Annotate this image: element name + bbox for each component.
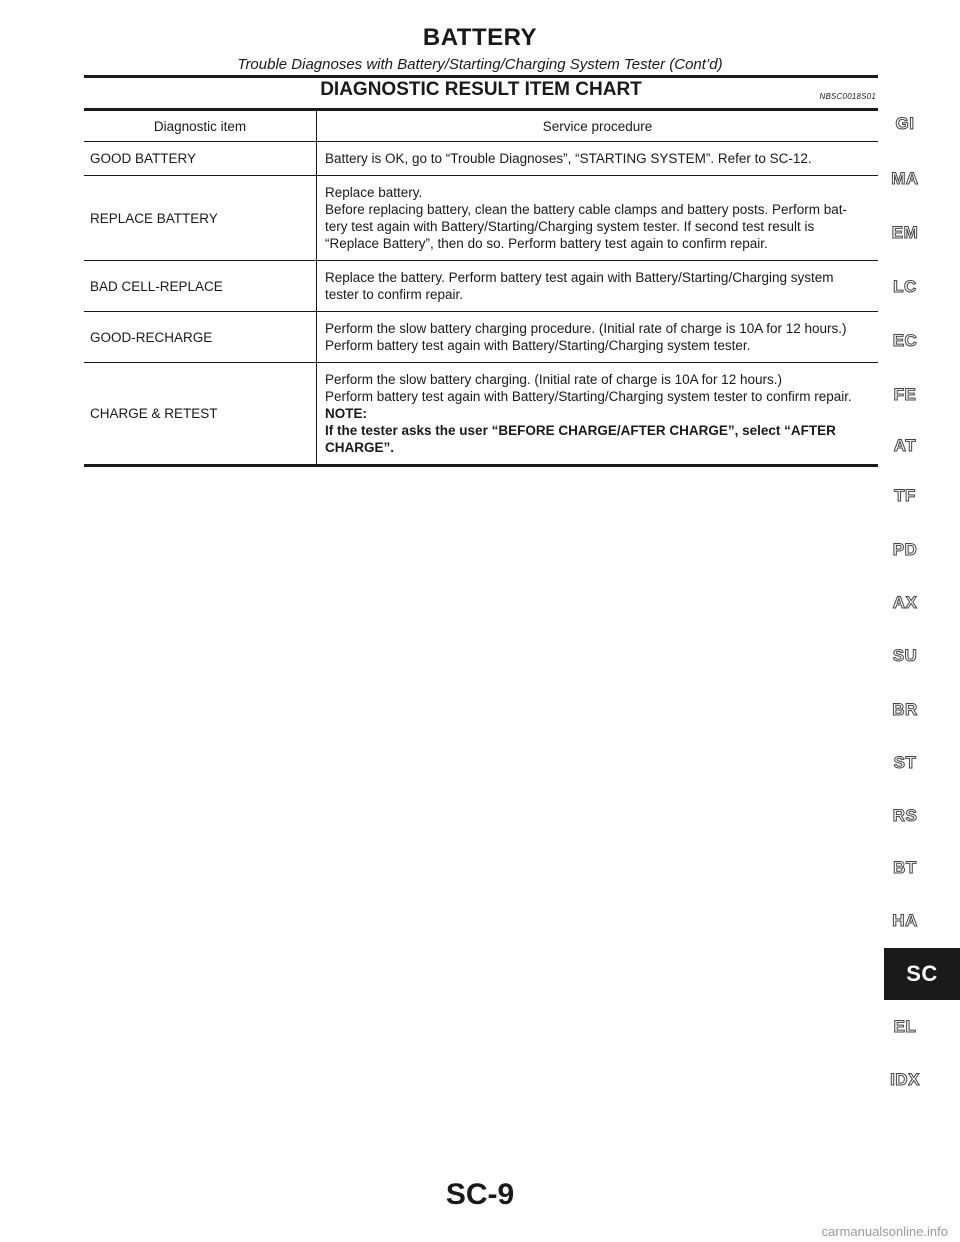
- section-tab-em[interactable]: EM: [891, 223, 919, 242]
- diagnostic-item-cell: CHARGE & RETEST: [84, 363, 317, 466]
- service-procedure-cell: [317, 142, 879, 176]
- table-row: [84, 176, 878, 261]
- section-tab-pd[interactable]: PD: [892, 540, 918, 559]
- section-tab-ha[interactable]: HA: [892, 911, 918, 930]
- procedure-line: Battery is OK, go to “Trouble Diagnoses”, “STARTING SYSTEM”. Refer to SC-12.: [325, 151, 812, 166]
- procedure-line: Replace battery.: [325, 185, 423, 200]
- section-tab-su[interactable]: SU: [892, 646, 918, 665]
- section-tab-st[interactable]: ST: [893, 753, 917, 772]
- procedure-line: Perform battery test again with Battery/Starting/Charging system tester.: [325, 338, 751, 353]
- procedure-line: Perform the slow battery charging procedure. (Initial rate of charge is 10A for 12 hours.): [325, 321, 847, 336]
- section-tab-sc-active[interactable]: SC: [884, 948, 960, 1000]
- section-code: NBSC0018S01: [819, 92, 876, 101]
- procedure-line: tery test again with Battery/Starting/Charging system tester. If second test result is: [325, 219, 815, 234]
- note-line: CHARGE”.: [325, 440, 395, 455]
- section-tab-br[interactable]: BR: [892, 700, 918, 719]
- service-procedure-cell: [317, 261, 879, 312]
- procedure-line: tester to confirm repair.: [325, 287, 464, 302]
- procedure-line: Perform the slow battery charging. (Initial rate of charge is 10A for 12 hours.): [325, 372, 782, 387]
- service-procedure-cell: [317, 176, 879, 261]
- procedure-line: “Replace Battery”, then do so. Perform battery test again to confirm repair.: [325, 236, 768, 251]
- section-tab-ec[interactable]: EC: [892, 331, 918, 350]
- table-row: [84, 363, 878, 466]
- column-header-service-procedure: Service procedure: [317, 110, 879, 142]
- service-procedure-cell: [317, 312, 879, 363]
- watermark: carmanualsonline.info: [821, 1224, 948, 1239]
- service-procedure-cell: [317, 363, 879, 466]
- table-row: [84, 142, 878, 176]
- diagnostic-item-cell: GOOD-RECHARGE: [84, 312, 317, 363]
- page-header-title: BATTERY: [422, 24, 538, 51]
- section-tab-el[interactable]: EL: [893, 1017, 917, 1036]
- section-title: DIAGNOSTIC RESULT ITEM CHART: [320, 79, 642, 100]
- section-tab-ma[interactable]: MA: [891, 169, 919, 188]
- diagnostic-item-cell: REPLACE BATTERY: [84, 176, 317, 261]
- page-number: SC-9: [445, 1178, 515, 1211]
- procedure-line: Replace the battery. Perform battery test again with Battery/Starting/Charging system: [325, 270, 834, 285]
- column-header-diagnostic-item: Diagnostic item: [84, 110, 317, 142]
- table-row: [84, 312, 878, 363]
- diagnostic-result-table: [84, 108, 878, 467]
- page-header-subtitle: Trouble Diagnoses with Battery/Starting/Charging System Tester (Cont’d): [237, 56, 723, 73]
- section-tab-ax[interactable]: AX: [892, 593, 918, 612]
- diagnostic-item-cell: BAD CELL-REPLACE: [84, 261, 317, 312]
- section-tab-gi[interactable]: GI: [895, 114, 915, 133]
- table-header-row: [84, 110, 878, 142]
- header-rule: [84, 75, 878, 78]
- procedure-line: Perform battery test again with Battery/Starting/Charging system tester to confirm repair.: [325, 389, 852, 404]
- section-tab-lc[interactable]: LC: [893, 277, 917, 296]
- section-tab-bt[interactable]: BT: [893, 858, 917, 877]
- section-tab-fe[interactable]: FE: [893, 385, 917, 404]
- note-line: If the tester asks the user “BEFORE CHARGE/AFTER CHARGE”, select “AFTER: [325, 423, 836, 438]
- procedure-line: Before replacing battery, clean the battery cable clamps and battery posts. Perform bat-: [325, 202, 848, 217]
- diagnostic-item-cell: GOOD BATTERY: [84, 142, 317, 176]
- section-tab-idx[interactable]: IDX: [890, 1070, 920, 1089]
- section-tab-rs[interactable]: RS: [892, 806, 918, 825]
- table-row: [84, 261, 878, 312]
- section-tab-tf[interactable]: TF: [894, 486, 916, 505]
- section-tab-at[interactable]: AT: [893, 436, 917, 455]
- note-label: NOTE:: [325, 406, 367, 421]
